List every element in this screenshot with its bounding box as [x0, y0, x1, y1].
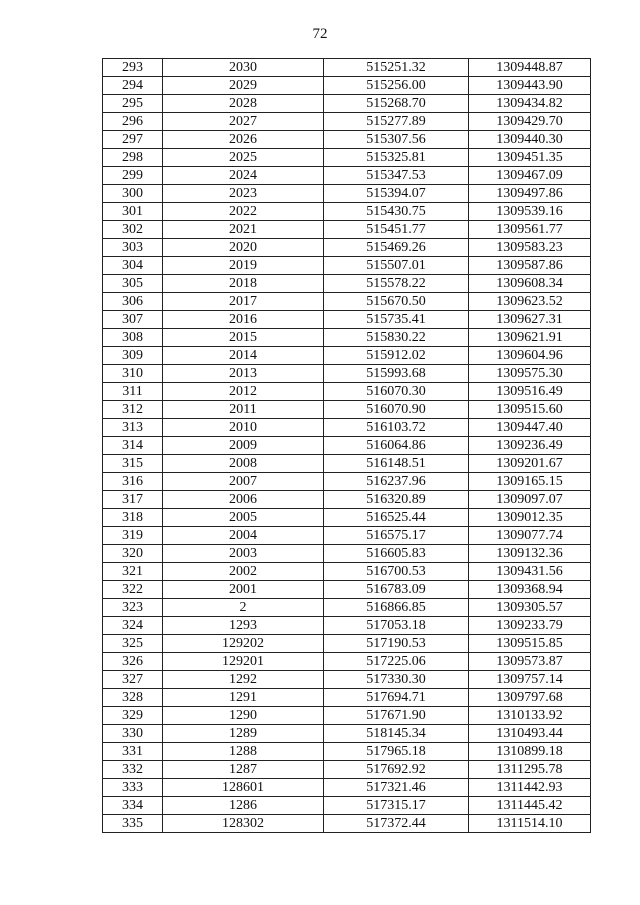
table-row [103, 59, 591, 77]
x-coordinate-cell: 516320.89 [324, 491, 469, 509]
row-number-cell: 331 [103, 743, 163, 761]
row-number-cell: 330 [103, 725, 163, 743]
row-number-cell: 295 [103, 95, 163, 113]
row-number-cell: 294 [103, 77, 163, 95]
x-coordinate-cell: 518145.34 [324, 725, 469, 743]
row-number-cell: 324 [103, 617, 163, 635]
table-row [103, 167, 591, 185]
x-coordinate-cell: 517965.18 [324, 743, 469, 761]
table-row [103, 563, 591, 581]
point-id-cell: 2009 [163, 437, 324, 455]
point-id-cell: 2015 [163, 329, 324, 347]
y-coordinate-cell: 1309621.91 [469, 329, 591, 347]
row-number-cell: 329 [103, 707, 163, 725]
row-number-cell: 326 [103, 653, 163, 671]
x-coordinate-cell: 517321.46 [324, 779, 469, 797]
x-coordinate-cell: 515251.32 [324, 59, 469, 77]
x-coordinate-cell: 515307.56 [324, 131, 469, 149]
point-id-cell: 2030 [163, 59, 324, 77]
point-id-cell: 2014 [163, 347, 324, 365]
point-id-cell: 1291 [163, 689, 324, 707]
point-id-cell: 1292 [163, 671, 324, 689]
row-number-cell: 327 [103, 671, 163, 689]
x-coordinate-cell: 515394.07 [324, 185, 469, 203]
point-id-cell: 2029 [163, 77, 324, 95]
y-coordinate-cell: 1309165.15 [469, 473, 591, 491]
y-coordinate-cell: 1309443.90 [469, 77, 591, 95]
y-coordinate-cell: 1309757.14 [469, 671, 591, 689]
x-coordinate-cell: 516070.30 [324, 383, 469, 401]
x-coordinate-cell: 516605.83 [324, 545, 469, 563]
table-row [103, 149, 591, 167]
row-number-cell: 335 [103, 815, 163, 833]
y-coordinate-cell: 1310899.18 [469, 743, 591, 761]
table-row [103, 221, 591, 239]
row-number-cell: 306 [103, 293, 163, 311]
row-number-cell: 308 [103, 329, 163, 347]
table-row [103, 473, 591, 491]
point-id-cell: 2010 [163, 419, 324, 437]
row-number-cell: 303 [103, 239, 163, 257]
x-coordinate-cell: 516070.90 [324, 401, 469, 419]
y-coordinate-cell: 1309434.82 [469, 95, 591, 113]
table-row [103, 257, 591, 275]
x-coordinate-cell: 517372.44 [324, 815, 469, 833]
y-coordinate-cell: 1310493.44 [469, 725, 591, 743]
x-coordinate-cell: 516575.17 [324, 527, 469, 545]
table-row [103, 203, 591, 221]
table-row [103, 95, 591, 113]
row-number-cell: 301 [103, 203, 163, 221]
y-coordinate-cell: 1309429.70 [469, 113, 591, 131]
row-number-cell: 316 [103, 473, 163, 491]
point-id-cell: 1286 [163, 797, 324, 815]
x-coordinate-cell: 515469.26 [324, 239, 469, 257]
y-coordinate-cell: 1309012.35 [469, 509, 591, 527]
table-row [103, 743, 591, 761]
table-row [103, 365, 591, 383]
y-coordinate-cell: 1309236.49 [469, 437, 591, 455]
coordinates-table-body [103, 59, 591, 833]
x-coordinate-cell: 515268.70 [324, 95, 469, 113]
x-coordinate-cell: 515507.01 [324, 257, 469, 275]
table-row [103, 635, 591, 653]
row-number-cell: 298 [103, 149, 163, 167]
x-coordinate-cell: 516103.72 [324, 419, 469, 437]
point-id-cell: 2007 [163, 473, 324, 491]
x-coordinate-cell: 515277.89 [324, 113, 469, 131]
table-row [103, 275, 591, 293]
table-row [103, 437, 591, 455]
row-number-cell: 302 [103, 221, 163, 239]
row-number-cell: 323 [103, 599, 163, 617]
table-row [103, 689, 591, 707]
row-number-cell: 309 [103, 347, 163, 365]
x-coordinate-cell: 516525.44 [324, 509, 469, 527]
row-number-cell: 299 [103, 167, 163, 185]
x-coordinate-cell: 517330.30 [324, 671, 469, 689]
table-row [103, 491, 591, 509]
y-coordinate-cell: 1309497.86 [469, 185, 591, 203]
point-id-cell: 2005 [163, 509, 324, 527]
y-coordinate-cell: 1309797.68 [469, 689, 591, 707]
row-number-cell: 318 [103, 509, 163, 527]
y-coordinate-cell: 1309233.79 [469, 617, 591, 635]
table-row [103, 581, 591, 599]
y-coordinate-cell: 1309627.31 [469, 311, 591, 329]
table-row [103, 311, 591, 329]
point-id-cell: 2028 [163, 95, 324, 113]
y-coordinate-cell: 1309077.74 [469, 527, 591, 545]
y-coordinate-cell: 1309623.52 [469, 293, 591, 311]
table-row [103, 617, 591, 635]
row-number-cell: 322 [103, 581, 163, 599]
point-id-cell: 129202 [163, 635, 324, 653]
x-coordinate-cell: 515430.75 [324, 203, 469, 221]
y-coordinate-cell: 1309097.07 [469, 491, 591, 509]
y-coordinate-cell: 1309201.67 [469, 455, 591, 473]
point-id-cell: 128302 [163, 815, 324, 833]
table-row [103, 545, 591, 563]
x-coordinate-cell: 517315.17 [324, 797, 469, 815]
table-row [103, 239, 591, 257]
point-id-cell: 2022 [163, 203, 324, 221]
point-id-cell: 1293 [163, 617, 324, 635]
x-coordinate-cell: 517692.92 [324, 761, 469, 779]
y-coordinate-cell: 1309583.23 [469, 239, 591, 257]
x-coordinate-cell: 515670.50 [324, 293, 469, 311]
table-row [103, 77, 591, 95]
y-coordinate-cell: 1309451.35 [469, 149, 591, 167]
coordinates-table [102, 58, 591, 833]
x-coordinate-cell: 516064.86 [324, 437, 469, 455]
page-number: 72 [312, 26, 328, 42]
point-id-cell: 2008 [163, 455, 324, 473]
row-number-cell: 311 [103, 383, 163, 401]
row-number-cell: 321 [103, 563, 163, 581]
point-id-cell: 2006 [163, 491, 324, 509]
row-number-cell: 310 [103, 365, 163, 383]
x-coordinate-cell: 516700.53 [324, 563, 469, 581]
table-row [103, 707, 591, 725]
table-row [103, 113, 591, 131]
y-coordinate-cell: 1309440.30 [469, 131, 591, 149]
point-id-cell: 2 [163, 599, 324, 617]
row-number-cell: 319 [103, 527, 163, 545]
x-coordinate-cell: 516783.09 [324, 581, 469, 599]
y-coordinate-cell: 1309448.87 [469, 59, 591, 77]
y-coordinate-cell: 1309515.85 [469, 635, 591, 653]
x-coordinate-cell: 516237.96 [324, 473, 469, 491]
point-id-cell: 129201 [163, 653, 324, 671]
table-row [103, 383, 591, 401]
y-coordinate-cell: 1311295.78 [469, 761, 591, 779]
table-row [103, 527, 591, 545]
point-id-cell: 2020 [163, 239, 324, 257]
y-coordinate-cell: 1309604.96 [469, 347, 591, 365]
row-number-cell: 315 [103, 455, 163, 473]
point-id-cell: 2017 [163, 293, 324, 311]
x-coordinate-cell: 515578.22 [324, 275, 469, 293]
x-coordinate-cell: 515256.00 [324, 77, 469, 95]
x-coordinate-cell: 515830.22 [324, 329, 469, 347]
x-coordinate-cell: 516866.85 [324, 599, 469, 617]
table-row [103, 293, 591, 311]
y-coordinate-cell: 1311445.42 [469, 797, 591, 815]
y-coordinate-cell: 1309368.94 [469, 581, 591, 599]
point-id-cell: 2023 [163, 185, 324, 203]
point-id-cell: 2026 [163, 131, 324, 149]
table-row [103, 509, 591, 527]
x-coordinate-cell: 516148.51 [324, 455, 469, 473]
point-id-cell: 2002 [163, 563, 324, 581]
row-number-cell: 293 [103, 59, 163, 77]
row-number-cell: 300 [103, 185, 163, 203]
row-number-cell: 297 [103, 131, 163, 149]
row-number-cell: 304 [103, 257, 163, 275]
x-coordinate-cell: 517190.53 [324, 635, 469, 653]
row-number-cell: 313 [103, 419, 163, 437]
table-row [103, 599, 591, 617]
table-row [103, 419, 591, 437]
row-number-cell: 328 [103, 689, 163, 707]
y-coordinate-cell: 1309573.87 [469, 653, 591, 671]
row-number-cell: 296 [103, 113, 163, 131]
point-id-cell: 2019 [163, 257, 324, 275]
table-row [103, 761, 591, 779]
row-number-cell: 320 [103, 545, 163, 563]
y-coordinate-cell: 1309575.30 [469, 365, 591, 383]
point-id-cell: 2013 [163, 365, 324, 383]
point-id-cell: 2021 [163, 221, 324, 239]
row-number-cell: 334 [103, 797, 163, 815]
table-row [103, 671, 591, 689]
row-number-cell: 332 [103, 761, 163, 779]
row-number-cell: 307 [103, 311, 163, 329]
x-coordinate-cell: 517694.71 [324, 689, 469, 707]
table-row [103, 653, 591, 671]
x-coordinate-cell: 515735.41 [324, 311, 469, 329]
row-number-cell: 333 [103, 779, 163, 797]
y-coordinate-cell: 1309467.09 [469, 167, 591, 185]
x-coordinate-cell: 515451.77 [324, 221, 469, 239]
x-coordinate-cell: 515325.81 [324, 149, 469, 167]
row-number-cell: 305 [103, 275, 163, 293]
point-id-cell: 2024 [163, 167, 324, 185]
x-coordinate-cell: 515347.53 [324, 167, 469, 185]
point-id-cell: 2025 [163, 149, 324, 167]
point-id-cell: 2011 [163, 401, 324, 419]
y-coordinate-cell: 1311514.10 [469, 815, 591, 833]
table-row [103, 725, 591, 743]
y-coordinate-cell: 1309447.40 [469, 419, 591, 437]
y-coordinate-cell: 1309587.86 [469, 257, 591, 275]
point-id-cell: 2001 [163, 581, 324, 599]
x-coordinate-cell: 517671.90 [324, 707, 469, 725]
point-id-cell: 128601 [163, 779, 324, 797]
y-coordinate-cell: 1309305.57 [469, 599, 591, 617]
row-number-cell: 312 [103, 401, 163, 419]
point-id-cell: 2018 [163, 275, 324, 293]
table-row [103, 329, 591, 347]
x-coordinate-cell: 517225.06 [324, 653, 469, 671]
table-row [103, 131, 591, 149]
row-number-cell: 314 [103, 437, 163, 455]
table-row [103, 401, 591, 419]
point-id-cell: 2027 [163, 113, 324, 131]
y-coordinate-cell: 1309516.49 [469, 383, 591, 401]
table-row [103, 779, 591, 797]
row-number-cell: 325 [103, 635, 163, 653]
y-coordinate-cell: 1309515.60 [469, 401, 591, 419]
table-row [103, 455, 591, 473]
point-id-cell: 2016 [163, 311, 324, 329]
point-id-cell: 1289 [163, 725, 324, 743]
y-coordinate-cell: 1309561.77 [469, 221, 591, 239]
table-row [103, 347, 591, 365]
table-row [103, 797, 591, 815]
y-coordinate-cell: 1309608.34 [469, 275, 591, 293]
point-id-cell: 1290 [163, 707, 324, 725]
table-row [103, 185, 591, 203]
y-coordinate-cell: 1309132.36 [469, 545, 591, 563]
x-coordinate-cell: 515993.68 [324, 365, 469, 383]
point-id-cell: 1287 [163, 761, 324, 779]
point-id-cell: 2012 [163, 383, 324, 401]
y-coordinate-cell: 1310133.92 [469, 707, 591, 725]
x-coordinate-cell: 515912.02 [324, 347, 469, 365]
y-coordinate-cell: 1309539.16 [469, 203, 591, 221]
point-id-cell: 1288 [163, 743, 324, 761]
row-number-cell: 317 [103, 491, 163, 509]
point-id-cell: 2003 [163, 545, 324, 563]
y-coordinate-cell: 1309431.56 [469, 563, 591, 581]
point-id-cell: 2004 [163, 527, 324, 545]
x-coordinate-cell: 517053.18 [324, 617, 469, 635]
table-row [103, 815, 591, 833]
y-coordinate-cell: 1311442.93 [469, 779, 591, 797]
